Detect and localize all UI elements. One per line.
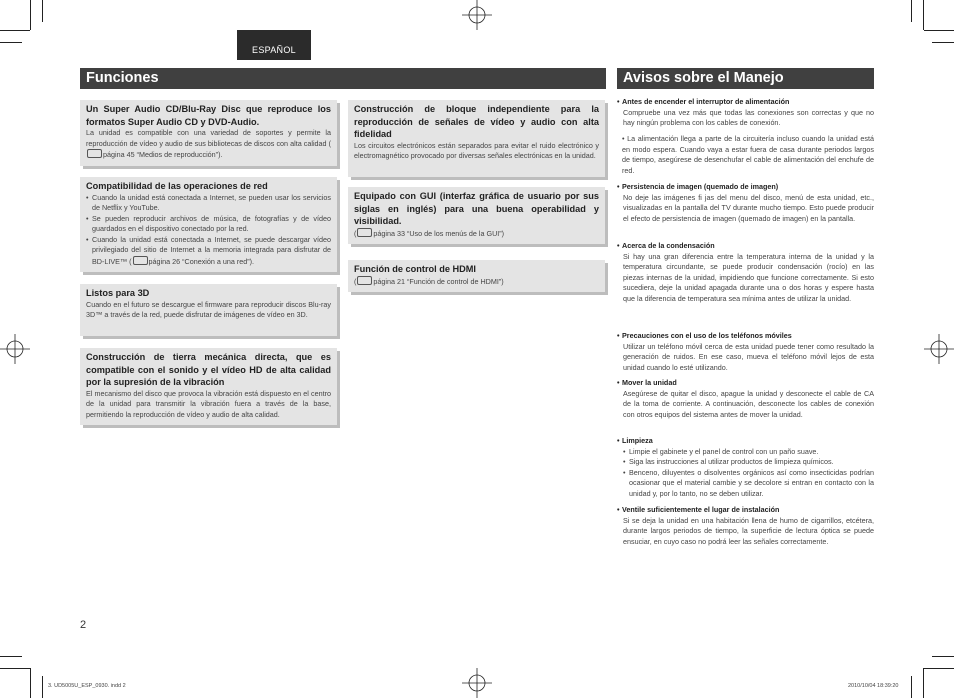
registration-mark-left bbox=[0, 334, 30, 364]
feature-title: Construcción de tierra mecánica directa, que es compatible con el sonido y el vídeo HD de alta calidad por la supresión de la vibración bbox=[86, 352, 331, 387]
notice-mobile-phones bbox=[617, 331, 874, 373]
notice-heading: • Ventile suficientemente el lugar de instalación bbox=[617, 505, 874, 516]
registration-mark-right bbox=[924, 334, 954, 364]
notice-heading: • Persistencia de imagen (quemado de imagen) bbox=[617, 182, 874, 193]
feature-title: Un Super Audio CD/Blu-Ray Disc que reproduce los formatos Super Audio CD y DVD-Audio. bbox=[86, 104, 331, 127]
notice-standby-power bbox=[617, 134, 874, 176]
feature-box-mechanical-ground bbox=[80, 348, 337, 425]
notice-text: • La alimentación llega a parte de la circuitería incluso cuando la unidad está en modo espera. Cuando vaya a estar fuera de casa durante periodos largos de tiempo, asegúrese de desenchufar el cable de alimentación del enchufe de red. bbox=[622, 134, 874, 175]
notice-text: Utilizar un teléfono móvil cerca de esta unidad puede tener como resultado la generación de ruidos. En ese caso, mueva el teléfono móvil lejos de esta unidad cuando lo esté utilizando. bbox=[623, 341, 874, 372]
notice-image-persistence bbox=[617, 182, 874, 224]
notice-ventilation bbox=[617, 505, 874, 547]
notice-condensation bbox=[617, 241, 874, 304]
page-number: 2 bbox=[80, 619, 87, 631]
feature-description: Cuando en el futuro se descargue el firmware para reproducir discos Blu-ray 3D™ a través de la red, puede disfrutar de imágenes de vídeo en 3D. bbox=[86, 299, 331, 319]
notice-heading: • Limpieza bbox=[617, 436, 874, 447]
page-reference-icon bbox=[357, 228, 372, 237]
footer-datetime: 2010/10/04 18:39:20 bbox=[848, 683, 899, 689]
registration-mark-top bbox=[462, 0, 492, 30]
footer-filename: 3. UD5005U_ESP_0930. indd 2 bbox=[48, 683, 126, 689]
notice-heading: • Precauciones con el uso de los teléfonos móviles bbox=[617, 331, 874, 342]
feature-description: ( página 33 “Uso de los menús de la GUI”) bbox=[354, 228, 505, 238]
notice-heading: • Antes de encender el interruptor de alimentación bbox=[617, 97, 874, 108]
list-item: • Limpie el gabinete y el panel de control con un paño suave. bbox=[623, 447, 874, 458]
registration-mark-bottom bbox=[462, 668, 492, 698]
notice-text: No deje las imágenes fi jas del menu del disco, menú de esta unidad, etc., visualizadas en la pantalla del TV durante mucho tiempo. Esto puede producir el efecto de persistencia de imagen (quemado de imagen) en la pantalla. bbox=[623, 192, 874, 223]
list-item: • Cuando la unidad está conectada a Internet, se pueden usar los servicios de Netflix y YouTube. bbox=[86, 193, 331, 214]
section-title-funciones: Funciones bbox=[80, 68, 606, 89]
bullet-icon: • bbox=[622, 134, 628, 143]
notice-power-switch bbox=[617, 97, 874, 129]
feature-box-network bbox=[80, 177, 337, 272]
feature-box-independent-block bbox=[348, 100, 605, 177]
notice-heading: • Mover la unidad bbox=[617, 378, 874, 389]
list-item: • Cuando la unidad está conectada a Internet, se puede descargar vídeo privilegiado del sitio de Internet a la memoria integrada para disfrutar de BD-LIVE™ ( página 26 “Conexión a una red”). bbox=[86, 235, 331, 268]
feature-description: Los circuitos electrónicos están separados para evitar el ruido electrónico y electromagnético provocado por diversas señales electrónicas en la unidad. bbox=[354, 140, 599, 160]
language-tab: ESPAÑOL bbox=[237, 30, 311, 60]
feature-title: Construcción de bloque independiente para la reproducción de señales de vídeo y audio con alta fidelidad bbox=[354, 104, 599, 139]
page-reference-icon bbox=[133, 256, 148, 265]
notice-cleaning bbox=[617, 436, 874, 499]
notice-heading: • Acerca de la condensación bbox=[617, 241, 874, 252]
notice-text: Asegúrese de quitar el disco, apague la unidad y desconecte el cable de CA de la toma de corriente. A continuación, desconecte los cables de conexión con otros equipos del sistema antes de mover la unidad. bbox=[623, 388, 874, 419]
feature-title: Compatibilidad de las operaciones de red bbox=[86, 181, 268, 191]
feature-description: La unidad es compatible con una variedad de soportes y permite la reproducción de vídeo y audio de sus bibliotecas de discos con alta calidad (página 45 “Medios de reproducción”). bbox=[86, 128, 331, 159]
notice-moving-unit bbox=[617, 378, 874, 420]
feature-description: El mecanismo del disco que provoca la vibración está dispuesto en el centro de la unidad para transmitir la vibración fuera a través de la base, permitiendo la reproducción de vídeo y audio de alta calidad. bbox=[86, 388, 331, 419]
feature-title: Listos para 3D bbox=[86, 288, 150, 298]
page-reference-icon bbox=[87, 149, 102, 158]
list-item: • Siga las instrucciones al utilizar productos de limpieza químicos. bbox=[623, 457, 874, 468]
page-reference-icon bbox=[357, 276, 372, 285]
feature-description bbox=[86, 193, 331, 268]
feature-box-hdmi-control bbox=[348, 260, 605, 292]
notice-list bbox=[617, 447, 874, 500]
notice-text: Si hay una gran diferencia entre la temperatura interna de la unidad y la temperatura circundante, se puede producir condensación (rocío) en las piezas internas de la unidad, impidiendo que funcione correctamente. Si esto sucediera, deje la unidad apagada durante una o dos horas y espere hasta que la diferencia de temperatura sea mínima antes de utilizar la unidad. bbox=[623, 251, 874, 303]
feature-box-sacd bbox=[80, 100, 337, 166]
feature-title: Equipado con GUI (interfaz gráfica de usuario por sus siglas en inglés) para una buena operabilidad y visibilidad. bbox=[354, 191, 599, 226]
notice-text: Si se deja la unidad en una habitación llena de humo de cigarrillos, etcétera, durante largos periodos de tiempo, la superficie de lectura óptica se puede ensuciar, en cuyo caso no podrá leer las señales correctamente. bbox=[623, 515, 874, 546]
feature-description: ( página 21 “Función de control de HDMI”) bbox=[354, 276, 504, 286]
list-item: • Benceno, diluyentes o disolventes orgánicos así como insecticidas podrían ocasionar que el material cambie y se decolore si entran en contacto con la unidad y, por lo tanto, no se deben utilizar. bbox=[623, 468, 874, 500]
notice-text: Compruebe una vez más que todas las conexiones son correctas y que no hay ningún problema con los cables de conexión. bbox=[623, 107, 874, 127]
list-item: • Se pueden reproducir archivos de música, de fotografías y de vídeo guardados en el dispositivo conectado por la red. bbox=[86, 214, 331, 235]
feature-box-gui bbox=[348, 187, 605, 244]
feature-box-3d bbox=[80, 284, 337, 336]
section-title-avisos: Avisos sobre el Manejo bbox=[617, 68, 874, 89]
feature-title: Función de control de HDMI bbox=[354, 264, 476, 274]
